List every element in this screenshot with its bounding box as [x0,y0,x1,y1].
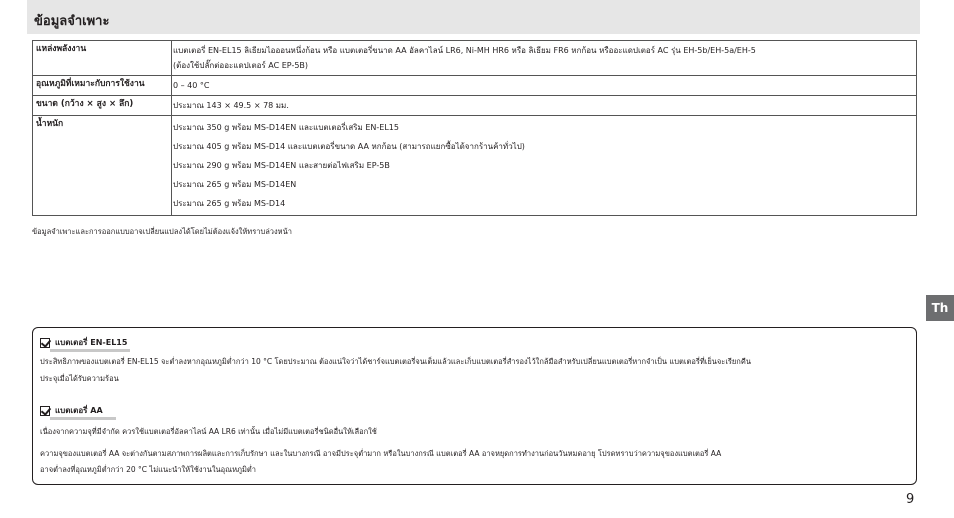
notes-box [32,327,917,485]
language-tab: Th [926,295,954,321]
spec-footnote: ข้อมูลจำเพาะและการออกแบบอาจเปลี่ยนแปลงได้โดยไม่ต้องแจ้งให้ทราบล่วงหน้า [32,227,292,236]
note-text-line: ประจุเมื่อได้รับความร้อน [40,374,119,383]
spec-label-power-source: แหล่งพลังงาน [33,41,172,76]
spec-value-line: ประมาณ 350 g พร้อม MS-D14EN และแบตเตอรี่เสริม EN-EL15 [173,123,399,132]
note-title: แบตเตอรี่ AA [55,406,103,415]
note-title-underline [50,349,130,352]
checkbox-icon [40,406,50,416]
spec-value-operating-temp [172,76,917,96]
spec-value-line: 0 – 40 °C [173,81,210,90]
spec-value-line: ประมาณ 265 g พร้อม MS-D14 [173,199,286,208]
spec-label-dimensions: ขนาด (กว้าง × สูง × ลึก) [33,96,172,116]
note-text-line: ความจุของแบตเตอรี่ AA จะต่างกันตามสภาพการผลิตและการเก็บรักษา และในบางกรณี อาจมีประจุต่ำมาก หรือในบางกรณี แบตเตอรี่ AA อาจหยุดการทำงานก่อนวันหมดอายุ โปรดทราบว่าความจุของแบตเตอรี่ AA [40,449,722,458]
spec-row-weight [33,116,917,216]
spec-value-line: ประมาณ 405 g พร้อม MS-D14 และแบตเตอรี่ขนาด AA หกก้อน (สามารถแยกซื้อได้จากร้านค้าทั่วไป) [173,142,525,151]
note-title: แบตเตอรี่ EN-EL15 [55,338,128,347]
checkbox-icon [40,338,50,348]
section-title: ข้อมูลจำเพาะ [34,14,110,29]
spec-value-line: ประมาณ 290 g พร้อม MS-D14EN และสายต่อไฟเสริม EP-5B [173,161,390,170]
spec-value-line: ประมาณ 143 × 49.5 × 78 มม. [173,101,289,110]
spec-value-line: แบตเตอรี่ EN-EL15 ลิเธียมไอออนหนึ่งก้อน หรือ แบตเตอรี่ขนาด AA อัลคาไลน์ LR6, Ni-MH HR6 หรือ ลิเธียม FR6 หกก้อน หรืออะแดปเตอร์ AC รุ่น EH-5b/EH-5a/EH-5 [173,46,756,55]
note-heading-aa [40,404,103,417]
section-header-bar [27,0,920,34]
spec-value-line: ประมาณ 265 g พร้อม MS-D14EN [173,180,297,189]
spec-value-dimensions [172,96,917,116]
spec-row-power-source [33,41,917,76]
note-title-underline [50,417,116,420]
page-number: 9 [906,492,915,507]
spec-row-dimensions [33,96,917,116]
note-text-line: อาจต่ำลงที่อุณหภูมิต่ำกว่า 20 °C ไม่แนะนำให้ใช้งานในอุณหภูมิต่ำ [40,465,256,474]
spec-label-operating-temp: อุณหภูมิที่เหมาะกับการใช้งาน [33,76,172,96]
note-text-line: ประสิทธิภาพของแบตเตอรี่ EN-EL15 จะต่ำลงหากอุณหภูมิต่ำกว่า 10 °C โดยประมาณ ต้องแน่ใจว่าได้ชาร์จแบตเตอรี่จนเต็มแล้วและเก็บแบตเตอรี่สำรองไว้ใกล้มือสำหรับเปลี่ยนแบตเตอรี่หากจำเป็น แบตเตอรี่ที่เย็นจะเรียกคืน [40,357,751,366]
note-text-line: เนื่องจากความจุที่มีจำกัด ควรใช้แบตเตอรี่อัลคาไลน์ AA LR6 เท่านั้น เมื่อไม่มีแบตเตอรี่ชนิดอื่นให้เลือกใช้ [40,427,377,436]
spec-value-line: (ต้องใช้ปลั๊กต่ออะแดปเตอร์ AC EP-5B) [173,61,309,70]
note-heading-en-el15 [40,336,127,349]
spec-label-weight: น้ำหนัก [33,116,172,216]
spec-value-power-source [172,41,917,76]
spec-value-weight [172,116,917,216]
spec-table [32,40,917,216]
spec-row-operating-temp [33,76,917,96]
